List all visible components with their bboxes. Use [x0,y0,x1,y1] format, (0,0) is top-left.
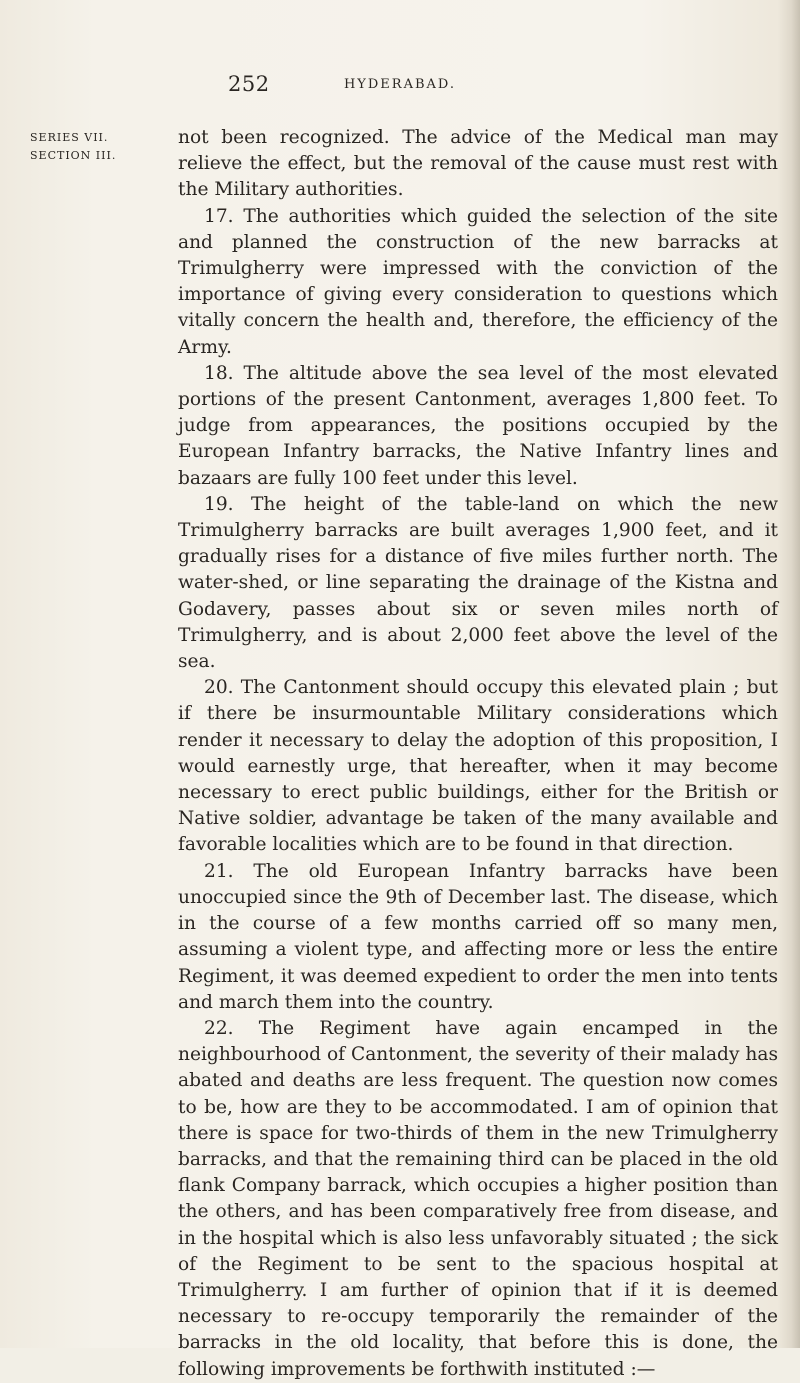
paragraph-19: 19. The height of the table-land on which the new Trimulgherry barracks are built averages 1,900 feet, and it gradually rises for a distance of five miles further north. The water-shed, or line separating the drainage of the Kistna and Godavery, passes about six or seven miles north of Trimulgherry, and is about 2,000 feet above the level of the sea. [178,493,778,673]
paragraph-20: 20. The Cantonment should occupy this elevated plain ; but if there be insurmountable Military considerations which render it necessary to delay the adoption of this proposition, I would earnestly urge, that hereafter, when it may become necessary to erect public buildings, either for the British or Native soldier, advantage be taken of the many available and favorable localities which are to be found in that direction. [178,677,778,856]
margin-section: SECTION III. [30,149,117,162]
paragraph-18: 18. The altitude above the sea level of the most elevated portions of the present Cantonment, averages 1,800 feet. To judge from appearances, the positions occupied by the European Infantry barracks, the Native Infantry lines and bazaars are fully 100 feet under this level. [178,362,778,489]
page-edge-shadow [778,0,800,1348]
body-text [178,125,778,1383]
paragraph-continuation: not been recognized. The advice of the Medical man may relieve the effect, but the removal of the cause must rest with the Military authorities. [178,127,778,201]
page-number: 252 [228,72,270,96]
margin-series: SERIES VII. [30,131,109,144]
paragraph-22: 22. The Regiment have again encamped in the neighbourhood of Cantonment, the severity of their malady has abated and deaths are less frequent. The question now comes to be, how are they to be accommodated. I am of opinion that there is space for two-thirds of them in the new Trimulgherry barracks, and that the remaining third can be placed in the old flank Company barrack, which occupies a higher position than the others, and has been comparatively free from disease, and in the hospital which is also less unfavorably situated ; the sick of the Regiment to be sent to the spacious hospital at Trimulgherry. I am further of opinion that if it is deemed necessary to re-occupy temporarily the remainder of the barracks in the old locality, that before this is done, the following improvements be forthwith instituted :— [178,1017,778,1380]
paragraph-21: 21. The old European Infantry barracks have been unoccupied since the 9th of December last. The disease, which in the course of a few months carried off so many men, assuming a violent type, and affecting more or less the entire Regiment, it was deemed expedient to order the men into tents and march them into the country. [178,860,778,1013]
running-title: HYDERABAD. [343,77,457,92]
paragraph-17: 17. The authorities which guided the selection of the site and planned the construction of the new barracks at Trimulgherry were impressed with the conviction of the importance of giving every consideration to questions which vitally concern the health and, therefore, the efficiency of the Army. [178,205,778,358]
